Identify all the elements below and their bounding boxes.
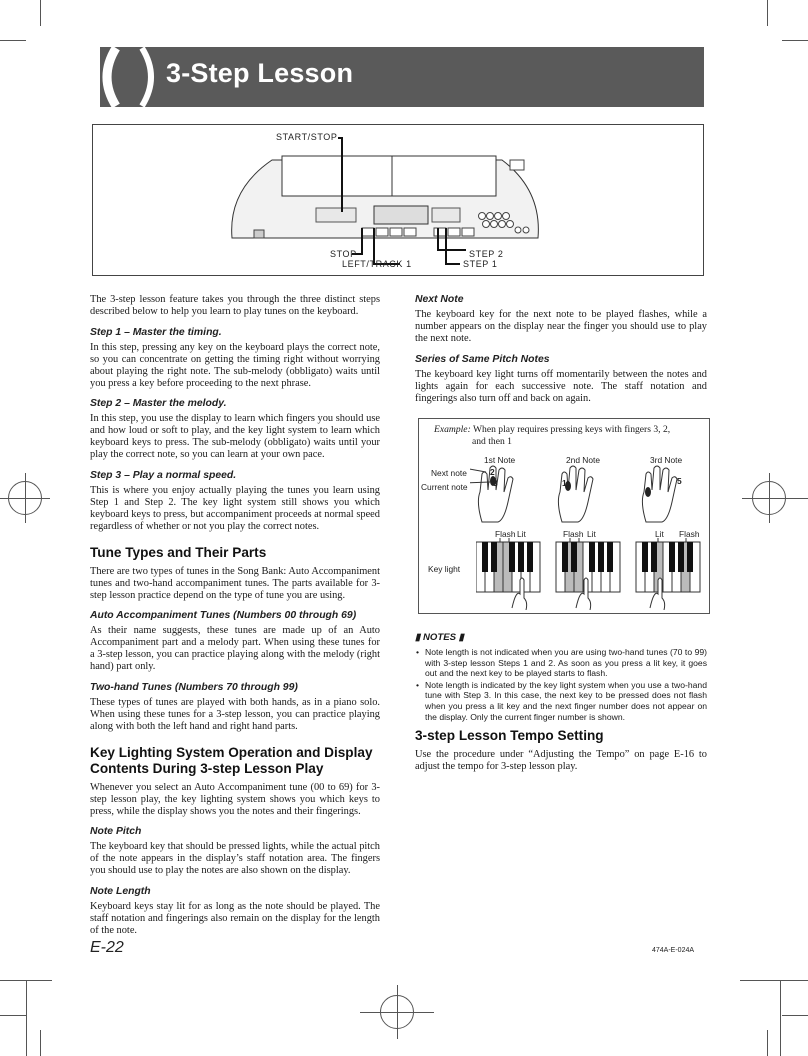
example-caption	[434, 424, 670, 435]
keyboard-3	[636, 538, 700, 610]
key-lighting-paragraph: Whenever you select an Auto Accompaniment tune (00 to 69) for 3-step lesson play, the key lighting system shows you which keys to press, while the display shows you the notes and their fingerings.	[90, 781, 380, 817]
note-item-2: • Note length is indicated by the key light system when you use a two-hand tune with Step 3. In this case, the next key to be pressed does not flash when you press a lit key and the next finger number does not appear on the display. Only the current finger number is shown.	[425, 680, 707, 722]
finger-number-5: 5	[677, 476, 682, 486]
notes-title-text: NOTES	[422, 632, 457, 643]
tempo-section	[415, 728, 707, 773]
two-hand-heading: Two-hand Tunes (Numbers 70 through 99)	[90, 682, 298, 694]
tempo-heading: 3-step Lesson Tempo Setting	[415, 728, 604, 743]
keyboard-2	[556, 538, 620, 610]
step1-paragraph: In this step, pressing any key on the keyboard plays the correct note, so you can concentrate on getting the timing right without worrying about playing the right note. The sub-melody (obbligato) waits until you press a key before proceeding to the next phrase.	[90, 341, 380, 389]
note-pitch-heading: Note Pitch	[90, 826, 142, 838]
hand-icon	[558, 466, 593, 522]
next-note-paragraph: The keyboard key for the next note to be played flashes, while a number appears on the display near the finger you should use to play the next note.	[415, 309, 707, 344]
step1-heading: Step 1 – Master the timing.	[90, 326, 222, 338]
note-item-1: • Note length is not indicated when you are using two-hand tunes (70 to 99) with 3-step lesson Steps 1 and 2. As soon as you press a lit key, it goes out and the next key to be played starts to flash.	[425, 647, 707, 679]
flash-label-2: Flash	[563, 529, 584, 539]
hand-fingering-illustration	[470, 462, 710, 526]
tune-types-heading: Tune Types and Their Parts	[90, 544, 267, 560]
lit-label-2: Lit	[587, 529, 596, 539]
second-note-label: 2nd Note	[566, 455, 600, 465]
lit-label-3: Lit	[655, 529, 664, 539]
step2-callout: STEP 2	[469, 249, 504, 259]
current-note-label: Current note	[421, 482, 468, 492]
note-length-heading: Note Length	[90, 886, 151, 898]
same-pitch-heading: Series of Same Pitch Notes	[415, 353, 550, 365]
flash-label-1: Flash	[495, 529, 516, 539]
notes-section	[415, 632, 707, 723]
step2-heading: Step 2 – Master the melody.	[90, 398, 227, 410]
third-note-label: 3rd Note	[650, 455, 683, 465]
hand-icon	[478, 466, 513, 522]
two-hand-paragraph: These types of tunes are played with both hands, as in a piano solo. When using these tunes for a 3-step lesson, you can practice playing along with both the left hand and right hand parts.	[90, 697, 380, 732]
tempo-paragraph: Use the procedure under “Adjusting the Tempo” on page E-16 to adjust the tempo for 3-step lesson play.	[415, 749, 707, 772]
header-bracket-graphic	[96, 44, 166, 110]
note-pitch-paragraph: The keyboard key that should be pressed lights, while the actual pitch of the note appears in the display’s staff notation area. The fingers you should use to play the notes are also shown on the display.	[90, 841, 380, 877]
key-lighting-heading: Key Lighting System Operation and Display Contents During 3-step Lesson Play	[90, 744, 373, 776]
step3-heading: Step 3 – Play a normal speed.	[90, 470, 237, 482]
lit-label-1: Lit	[517, 529, 526, 539]
flash-label-3: Flash	[679, 529, 700, 539]
note-length-paragraph: Keyboard keys stay lit for as long as the note should be played. The staff notation and fingerings also remain on the display for the length of the note.	[90, 901, 380, 936]
example-text-line2: and then 1	[472, 436, 512, 447]
document-code: 474A-E-024A	[652, 947, 695, 954]
finger-number-2: 2	[490, 467, 495, 477]
first-note-label: 1st Note	[484, 455, 516, 465]
step3-paragraph: This is where you enjoy actually playing the tunes you learn using Step 1 and Step 2. The key light system still shows you which keyboard keys to press, but accompaniment proceeds at normal speed regardless of whether or not you play the correct notes.	[90, 485, 380, 532]
notes-heading: ▮ NOTES ▮	[415, 632, 464, 643]
auto-accompaniment-paragraph: As their name suggests, these tunes are made up of an Auto Accompaniment part and a melody part. When using these tunes for a 3-step lesson, you can practice playing along with the melody (right hand) part only.	[90, 625, 380, 673]
next-note-heading: Next Note	[415, 294, 464, 305]
example-label: Example:	[434, 424, 471, 435]
next-note-label: Next note	[431, 468, 467, 478]
step1-callout: STEP 1	[463, 259, 498, 269]
page-title: 3-Step Lesson	[166, 58, 354, 88]
example-text-line1: When play requires pressing keys with fingers 3, 2,	[473, 424, 671, 435]
finger-number-1: 1	[562, 478, 567, 488]
key-light-keyboards	[476, 538, 706, 610]
finger-number-3: 3	[493, 478, 498, 488]
intro-paragraph: The 3-step lesson feature takes you through the three distinct steps described below to help you learn to play tunes on the keyboard.	[90, 294, 380, 317]
same-pitch-paragraph: The keyboard key light turns off momentarily between the notes and lights again for each successive note. The staff notation and fingerings also turn off and back on again.	[415, 368, 707, 404]
key-light-label: Key light	[428, 564, 461, 574]
tune-types-paragraph: There are two types of tunes in the Song Bank: Auto Accompaniment tunes and two-hand accompaniment tunes. The parts available for 3-step lesson practice depend on the type of tune you are using.	[90, 565, 380, 601]
keyboard-1	[476, 538, 540, 610]
left-track1-callout: LEFT/TRACK 1	[342, 259, 412, 269]
right-column-top	[415, 294, 707, 404]
left-column	[90, 294, 380, 937]
stop-callout: STOP	[330, 249, 357, 259]
notes-list	[415, 647, 707, 722]
step2-paragraph: In this step, you use the display to learn which fingers you should use and how loud or soft to play, and the key light system to learn which keyboard keys to press. The sub-melody (obbligato) waits until your play the correct note, so you can learn at your own pace.	[90, 413, 380, 461]
auto-accompaniment-heading: Auto Accompaniment Tunes (Numbers 00 through 69)	[90, 610, 357, 622]
page-number: E-22	[90, 939, 124, 956]
start-stop-callout: START/STOP	[276, 132, 338, 142]
